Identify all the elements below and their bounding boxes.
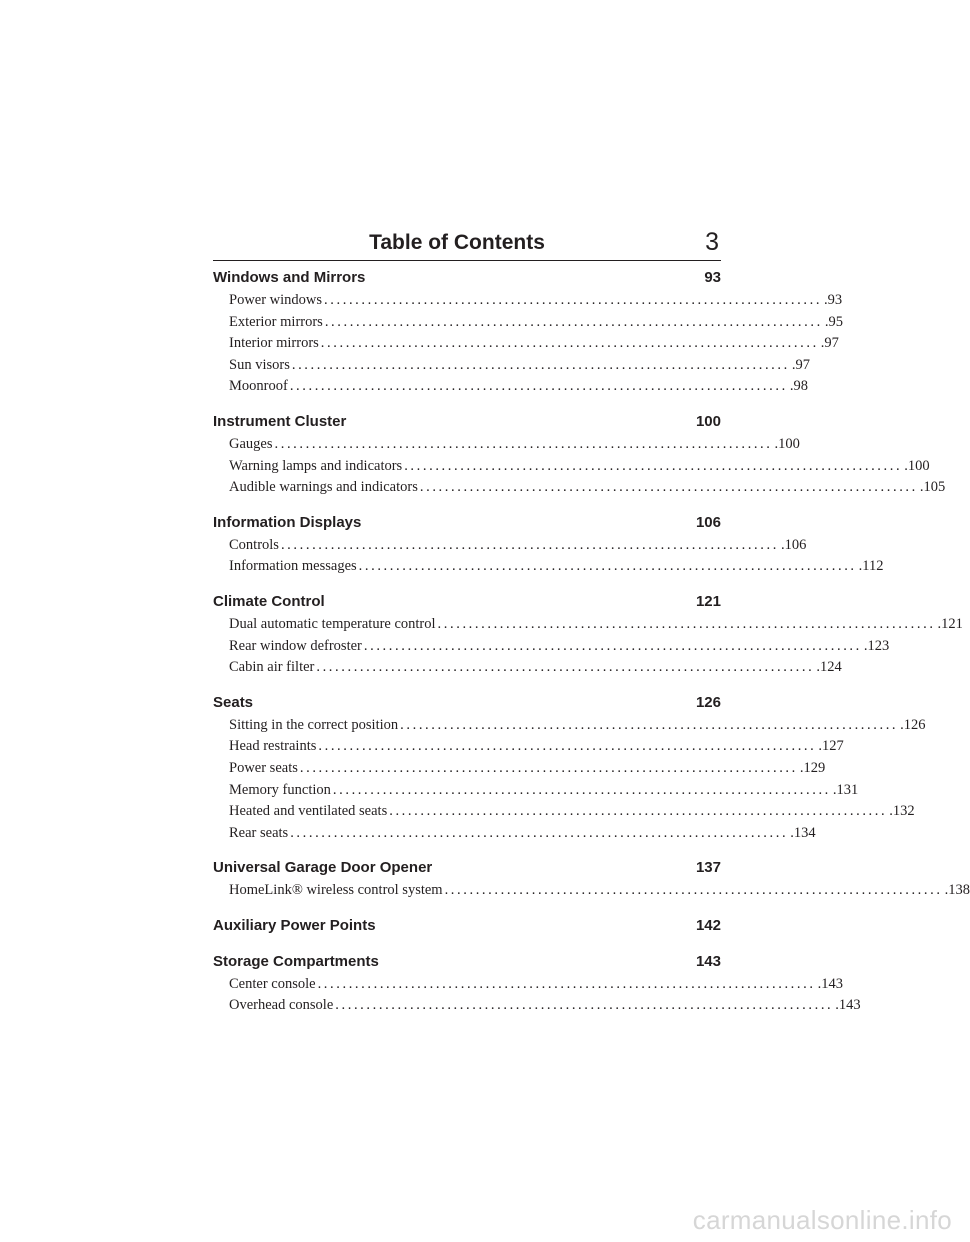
entry-title: Cabin air filter bbox=[229, 659, 315, 676]
dot-leader: ................................................................................ bbox=[324, 292, 823, 308]
entry-title: HomeLink® wireless control system bbox=[229, 882, 443, 899]
entry-page: .100 bbox=[904, 457, 930, 474]
entry-title: Warning lamps and indicators bbox=[229, 457, 403, 474]
entry-title: Moonroof bbox=[229, 378, 288, 395]
dot-leader: ................................................................................ bbox=[290, 824, 789, 841]
dot-leader: ................................................................................ bbox=[317, 975, 816, 992]
entry-title: Rear seats bbox=[229, 824, 289, 841]
toc-entry[interactable] bbox=[229, 974, 843, 996]
dot-leader: ................................................................................ bbox=[332, 781, 831, 798]
entry-title: Memory function bbox=[229, 781, 331, 798]
dot-leader: ................................................................................ bbox=[358, 558, 857, 575]
dot-leader: ................................................................................ bbox=[404, 457, 903, 474]
entry-title: Power seats bbox=[229, 759, 298, 776]
dot-leader: ................................................................................ bbox=[289, 378, 788, 395]
toc-entry[interactable] bbox=[229, 657, 842, 679]
entry-title: Rear window defroster bbox=[229, 637, 362, 654]
section-page: 126 bbox=[695, 693, 721, 711]
section-heading[interactable] bbox=[213, 856, 721, 880]
entry-page: .97 bbox=[820, 335, 839, 352]
dot-leader: ................................................................................ bbox=[400, 716, 899, 733]
toc-entry[interactable] bbox=[229, 801, 915, 823]
toc-entry[interactable] bbox=[229, 636, 890, 658]
entry-page: .127 bbox=[818, 738, 844, 755]
dot-leader: ................................................................................ bbox=[324, 313, 823, 330]
toc-entry[interactable] bbox=[229, 355, 810, 377]
entry-page: .138 bbox=[944, 882, 970, 899]
entry-title: Interior mirrors bbox=[229, 335, 319, 352]
entry-page: .100 bbox=[774, 435, 800, 452]
section-title: Information Displays bbox=[213, 513, 362, 531]
dot-leader: ................................................................................ bbox=[419, 479, 918, 496]
entry-page: .98 bbox=[789, 378, 808, 395]
section-title: Windows and Mirrors bbox=[213, 269, 366, 286]
section-title: Instrument Cluster bbox=[213, 412, 347, 430]
toc-entry[interactable] bbox=[229, 434, 800, 456]
toc-section bbox=[213, 410, 946, 499]
entry-title: Information messages bbox=[229, 558, 357, 575]
section-page: 142 bbox=[695, 916, 721, 934]
toc-entry[interactable] bbox=[229, 312, 843, 334]
section-page: 137 bbox=[695, 859, 721, 877]
toc-entry[interactable] bbox=[229, 780, 859, 802]
dot-leader: ................................................................................ bbox=[280, 536, 779, 553]
entry-title: Center console bbox=[229, 975, 316, 992]
section-page: 93 bbox=[704, 269, 721, 286]
dot-leader: ................................................................................ bbox=[389, 803, 888, 820]
section-title: Seats bbox=[213, 693, 254, 711]
dot-leader: ................................................................................ bbox=[299, 759, 798, 776]
toc-entry[interactable] bbox=[229, 376, 808, 398]
entry-page: .112 bbox=[858, 558, 884, 575]
section-page: 100 bbox=[695, 412, 721, 430]
toc-entry[interactable] bbox=[229, 333, 839, 355]
dot-leader: ................................................................................ bbox=[437, 615, 936, 632]
dot-leader: ................................................................................ bbox=[274, 435, 773, 452]
toc-entry[interactable] bbox=[229, 736, 844, 758]
entry-title: Head restraints bbox=[229, 738, 317, 755]
section-page: 121 bbox=[695, 592, 721, 610]
toc-section bbox=[213, 914, 721, 938]
entry-page: .106 bbox=[780, 536, 807, 553]
entry-page: .105 bbox=[919, 479, 946, 496]
dot-leader: ................................................................................ bbox=[320, 335, 819, 352]
entry-page: .93 bbox=[824, 292, 843, 308]
entry-page: .143 bbox=[835, 997, 861, 1014]
toc-entry[interactable] bbox=[229, 758, 826, 780]
section-heading[interactable] bbox=[213, 914, 721, 938]
toc-entry[interactable] bbox=[229, 290, 843, 312]
toc-entry[interactable] bbox=[229, 823, 816, 845]
dot-leader: ................................................................................ bbox=[318, 738, 817, 755]
entry-title: Dual automatic temperature control bbox=[229, 615, 436, 632]
entry-title: Sitting in the correct position bbox=[229, 716, 399, 733]
entry-title: Heated and ventilated seats bbox=[229, 803, 388, 820]
entry-title: Exterior mirrors bbox=[229, 313, 323, 330]
entry-page: .132 bbox=[889, 803, 915, 820]
section-title: Auxiliary Power Points bbox=[213, 916, 376, 934]
section-heading[interactable] bbox=[213, 691, 721, 715]
toc-entry[interactable] bbox=[229, 880, 970, 902]
dot-leader: ................................................................................ bbox=[444, 882, 943, 899]
entry-page: .131 bbox=[832, 781, 859, 798]
entry-title: Controls bbox=[229, 536, 279, 553]
watermark-text: carmanualsonline.info bbox=[692, 1205, 952, 1235]
page-title: Table of Contents bbox=[369, 231, 545, 254]
entry-page: .126 bbox=[900, 716, 926, 733]
section-title: Storage Compartments bbox=[213, 952, 379, 970]
toc-section bbox=[213, 691, 926, 845]
toc-entry[interactable] bbox=[229, 456, 930, 478]
entry-page: .123 bbox=[863, 637, 890, 654]
section-page: 106 bbox=[695, 513, 721, 531]
dot-leader: ................................................................................ bbox=[316, 659, 815, 676]
entry-page: .124 bbox=[816, 659, 842, 676]
section-heading[interactable] bbox=[213, 590, 721, 614]
entry-title: Power windows bbox=[229, 292, 323, 308]
toc-entry[interactable] bbox=[229, 995, 861, 1017]
entry-page: .97 bbox=[791, 356, 810, 373]
section-title: Climate Control bbox=[213, 592, 325, 610]
dot-leader: ................................................................................ bbox=[291, 356, 790, 373]
toc-section bbox=[213, 590, 963, 679]
entry-title: Gauges bbox=[229, 435, 273, 452]
section-title: Universal Garage Door Opener bbox=[213, 859, 433, 877]
entry-title: Overhead console bbox=[229, 997, 334, 1014]
section-heading[interactable] bbox=[213, 410, 721, 434]
table-of-contents bbox=[213, 266, 970, 1029]
section-heading[interactable] bbox=[213, 950, 721, 974]
dot-leader: ................................................................................ bbox=[363, 637, 862, 654]
dot-leader: ................................................................................ bbox=[335, 997, 834, 1014]
entry-page: .134 bbox=[790, 824, 816, 841]
toc-entry[interactable] bbox=[229, 477, 946, 499]
section-heading[interactable] bbox=[213, 266, 721, 290]
toc-entry[interactable] bbox=[229, 535, 807, 557]
entry-title: Sun visors bbox=[229, 356, 290, 373]
entry-page: .121 bbox=[937, 615, 963, 632]
page-header bbox=[213, 226, 721, 261]
toc-entry[interactable] bbox=[229, 715, 926, 737]
toc-section bbox=[213, 266, 843, 398]
toc-entry[interactable] bbox=[229, 614, 963, 636]
entry-title: Audible warnings and indicators bbox=[229, 479, 418, 496]
toc-section bbox=[213, 511, 884, 578]
page-number: 3 bbox=[705, 228, 719, 256]
toc-entry[interactable] bbox=[229, 556, 884, 578]
section-page: 143 bbox=[695, 952, 721, 970]
entry-page: .129 bbox=[799, 759, 826, 776]
toc-section bbox=[213, 856, 970, 902]
toc-section bbox=[213, 950, 861, 1017]
entry-page: .95 bbox=[824, 313, 843, 330]
entry-page: .143 bbox=[817, 975, 843, 992]
section-heading[interactable] bbox=[213, 511, 721, 535]
